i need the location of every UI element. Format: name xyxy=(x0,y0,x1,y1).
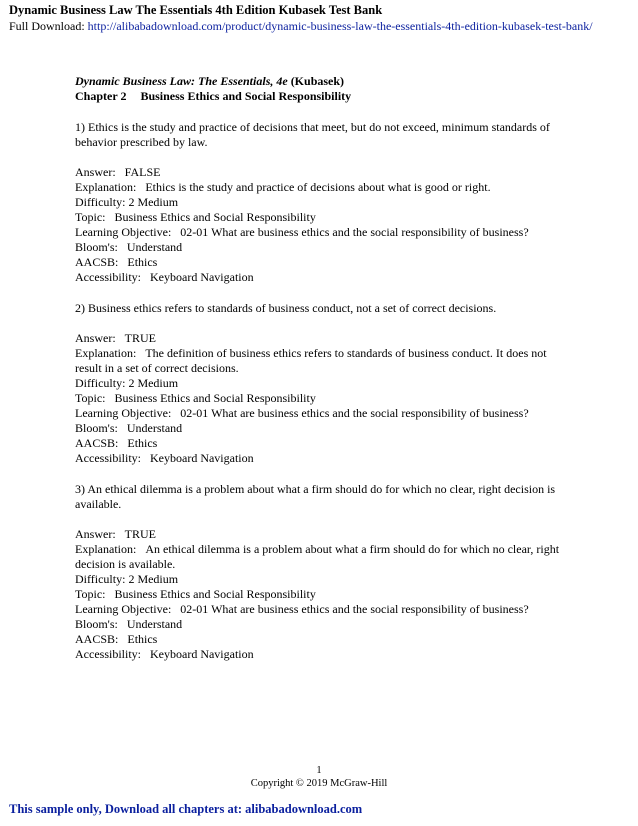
learning-objective-label: Learning Objective: xyxy=(75,225,172,239)
explanation-label: Explanation: xyxy=(75,542,137,556)
download-banner-link[interactable]: This sample only, Download all chapters at: alibabadownload.com xyxy=(9,802,363,816)
copyright: Copyright © 2019 McGraw-Hill xyxy=(250,778,388,789)
top-header xyxy=(9,2,593,35)
explanation-row xyxy=(75,346,575,376)
chapter-title: Business Ethics and Social Responsibility xyxy=(140,89,352,103)
download-label: Full Download: xyxy=(9,19,85,33)
explanation-label: Explanation: xyxy=(75,180,137,194)
question-block xyxy=(75,301,575,466)
explanation-row xyxy=(75,180,575,195)
explanation-row xyxy=(75,542,575,572)
topic-value: Business Ethics and Social Responsibility xyxy=(114,210,316,224)
explanation-label: Explanation: xyxy=(75,346,137,360)
learning-objective-row xyxy=(75,225,575,240)
question-list xyxy=(75,120,575,662)
topic-row xyxy=(75,391,575,406)
explanation-value: Ethics is the study and practice of decisions about what is good or right. xyxy=(145,180,491,194)
topic-label: Topic: xyxy=(75,391,106,405)
answer-label: Answer: xyxy=(75,527,116,541)
difficulty-row xyxy=(75,376,575,391)
blooms-value: Understand xyxy=(126,617,183,631)
answer-value: FALSE xyxy=(124,165,161,179)
blooms-row xyxy=(75,421,575,436)
question-text: 2) Business ethics refers to standards of business conduct, not a set of correct decisions. xyxy=(75,301,497,315)
document-body xyxy=(75,74,575,662)
blooms-value: Understand xyxy=(126,421,183,435)
learning-objective-value: 02-01 What are business ethics and the social responsibility of business? xyxy=(180,406,529,420)
accessibility-value: Keyboard Navigation xyxy=(150,451,254,465)
accessibility-label: Accessibility: xyxy=(75,451,141,465)
accessibility-value: Keyboard Navigation xyxy=(150,270,254,284)
blooms-row xyxy=(75,240,575,255)
topic-row xyxy=(75,210,575,225)
answer-row xyxy=(75,331,575,346)
page-number: 1 xyxy=(316,765,322,776)
learning-objective-row xyxy=(75,406,575,421)
chapter-number: Chapter 2 xyxy=(75,89,127,103)
aacsb-label: AACSB: xyxy=(75,255,119,269)
learning-objective-label: Learning Objective: xyxy=(75,602,172,616)
topic-value: Business Ethics and Social Responsibility xyxy=(114,391,316,405)
aacsb-label: AACSB: xyxy=(75,632,119,646)
page-footer xyxy=(0,764,638,790)
learning-objective-row xyxy=(75,602,575,617)
book-title-line xyxy=(75,74,575,89)
explanation-value: The definition of business ethics refers to standards of business conduct. It does not result in a set of correct decisions. xyxy=(75,346,547,375)
book-title: Dynamic Business Law: The Essentials, 4e xyxy=(75,74,288,88)
chapter-heading xyxy=(75,89,575,104)
topic-label: Topic: xyxy=(75,210,106,224)
question-block xyxy=(75,120,575,285)
topic-value: Business Ethics and Social Responsibility xyxy=(114,587,316,601)
answer-label: Answer: xyxy=(75,331,116,345)
blooms-value: Understand xyxy=(126,240,183,254)
accessibility-value: Keyboard Navigation xyxy=(150,647,254,661)
header-title: Dynamic Business Law The Essentials 4th Edition Kubasek Test Bank xyxy=(9,3,383,17)
question-text: 1) Ethics is the study and practice of decisions that meet, but do not exceed, minimum standards of behavior prescribed by law. xyxy=(75,120,550,149)
accessibility-label: Accessibility: xyxy=(75,270,141,284)
accessibility-label: Accessibility: xyxy=(75,647,141,661)
topic-row xyxy=(75,587,575,602)
download-line xyxy=(9,18,593,35)
answer-value: TRUE xyxy=(124,331,157,345)
book-author: (Kubasek) xyxy=(290,74,345,88)
answer-value: TRUE xyxy=(124,527,157,541)
download-link[interactable]: http://alibabadownload.com/product/dynamic-business-law-the-essentials-4th-edition-kubasek-test-bank/ xyxy=(87,19,593,33)
question-text: 3) An ethical dilemma is a problem about what a firm should do for which no clear, right decision is available. xyxy=(75,482,556,511)
answer-row xyxy=(75,165,575,180)
difficulty-row xyxy=(75,572,575,587)
blooms-row xyxy=(75,617,575,632)
learning-objective-value: 02-01 What are business ethics and the social responsibility of business? xyxy=(180,602,529,616)
aacsb-row xyxy=(75,632,575,647)
difficulty-value: Difficulty: 2 Medium xyxy=(75,376,179,390)
aacsb-row xyxy=(75,436,575,451)
question-block xyxy=(75,482,575,662)
learning-objective-value: 02-01 What are business ethics and the social responsibility of business? xyxy=(180,225,529,239)
aacsb-value: Ethics xyxy=(127,255,158,269)
accessibility-row xyxy=(75,647,575,662)
aacsb-label: AACSB: xyxy=(75,436,119,450)
difficulty-value: Difficulty: 2 Medium xyxy=(75,572,179,586)
difficulty-row xyxy=(75,195,575,210)
blooms-label: Bloom's: xyxy=(75,240,118,254)
answer-row xyxy=(75,527,575,542)
answer-label: Answer: xyxy=(75,165,116,179)
learning-objective-label: Learning Objective: xyxy=(75,406,172,420)
aacsb-value: Ethics xyxy=(127,436,158,450)
blooms-label: Bloom's: xyxy=(75,421,118,435)
blooms-label: Bloom's: xyxy=(75,617,118,631)
difficulty-value: Difficulty: 2 Medium xyxy=(75,195,179,209)
explanation-value: An ethical dilemma is a problem about what a firm should do for which no clear, right decision is available. xyxy=(75,542,560,571)
accessibility-row xyxy=(75,451,575,466)
topic-label: Topic: xyxy=(75,587,106,601)
aacsb-value: Ethics xyxy=(127,632,158,646)
aacsb-row xyxy=(75,255,575,270)
accessibility-row xyxy=(75,270,575,285)
